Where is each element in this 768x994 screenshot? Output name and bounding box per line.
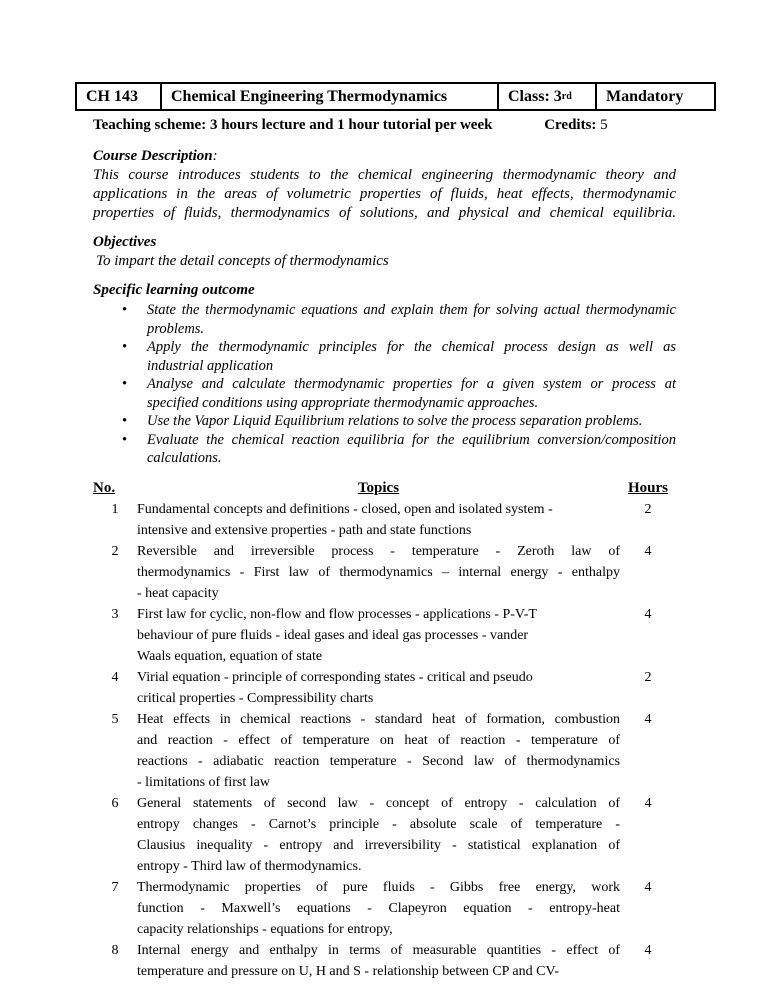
text-line: - heat capacity <box>137 585 219 601</box>
row-number: 8 <box>111 942 119 958</box>
bullet-text <box>147 375 676 412</box>
row-number: 5 <box>111 711 119 727</box>
table-row <box>93 940 676 982</box>
bullet-text <box>147 301 676 338</box>
text-line: This course introduces students to the chemical engineering thermodynamic theory and <box>93 167 676 183</box>
table-row <box>93 877 676 940</box>
row-hours: 4 <box>644 942 652 958</box>
text-line: Virial equation - principle of corresponding states - critical and pseudo <box>137 669 533 685</box>
course-class: Class: 3 <box>508 87 562 105</box>
text-line: specified conditions using appropriate thermodynamic approaches. <box>147 394 539 411</box>
text-line: behaviour of pure fluids - ideal gases and ideal gas processes - vander <box>137 627 529 643</box>
header-topics-text: Topics <box>357 479 400 496</box>
learning-outcome-bullet <box>93 301 676 338</box>
row-topic <box>137 541 620 604</box>
bullet-icon: • <box>122 302 128 318</box>
bullet-icon: • <box>122 376 128 392</box>
course-category: Mandatory <box>606 87 684 105</box>
row-hours: 4 <box>644 711 652 727</box>
text-line: thermodynamics - First law of thermodynamics – internal energy - enthalpy <box>137 564 620 580</box>
bullet-icon: • <box>122 413 128 429</box>
text-line: critical properties - Compressibility charts <box>137 690 374 706</box>
spacer <box>93 223 676 233</box>
learning-outcome-bullet <box>93 338 676 375</box>
text-line: applications in the areas of volumetric properties of fluids, heat effects, thermodynamic <box>93 186 676 202</box>
course-description-heading <box>93 147 676 166</box>
learning-outcome-bullet <box>93 375 676 412</box>
credits-label: Credits: <box>544 117 597 133</box>
text-line: capacity relationships - equations for entropy, <box>137 921 393 937</box>
table-row <box>93 793 676 877</box>
topics-table <box>93 478 676 982</box>
teaching-scheme-line <box>93 116 676 135</box>
learning-outcome-bullet <box>93 412 676 431</box>
row-number: 6 <box>111 795 119 811</box>
table-row <box>93 541 676 604</box>
table-row <box>93 499 676 541</box>
text-line: General statements of second law - concept of entropy - calculation of <box>137 795 620 811</box>
text-line: intensive and extensive properties - path and state functions <box>137 522 472 538</box>
bullet-text <box>147 338 676 375</box>
course-category-cell <box>597 84 714 109</box>
row-hours: 2 <box>644 501 652 517</box>
row-topic <box>137 667 620 709</box>
course-header-table <box>75 82 716 111</box>
table-row <box>93 667 676 709</box>
row-topic <box>137 793 620 877</box>
header-no: No. <box>93 479 116 496</box>
text-line: entropy - Third law of thermodynamics. <box>137 858 362 874</box>
topics-table-header <box>93 478 676 499</box>
text-line: Thermodynamic properties of pure fluids - Gibbs free energy, work <box>137 879 620 895</box>
course-title: Chemical Engineering Thermodynamics <box>171 87 448 105</box>
course-description-heading-text: Course Description <box>93 148 213 164</box>
bullet-icon: • <box>122 431 128 448</box>
row-number: 7 <box>111 879 119 895</box>
learning-outcome-list <box>93 301 676 468</box>
table-row <box>93 709 676 793</box>
text-line: Internal energy and enthalpy in terms of measurable quantities - effect of <box>137 942 620 958</box>
text-line: - limitations of first law <box>137 774 270 790</box>
row-number: 3 <box>111 606 119 622</box>
table-row <box>93 604 676 667</box>
text-line: properties of fluids, thermodynamics of solutions, and physical and chemical equilibria. <box>93 205 676 221</box>
row-topic <box>137 499 620 541</box>
row-number: 1 <box>111 501 119 517</box>
text-line: Evaluate the chemical reaction equilibria for the equilibrium conversion/composition <box>147 431 676 448</box>
course-class-cell: Class: 3 rd <box>499 84 597 109</box>
header-topics <box>137 478 620 499</box>
text-line: Fundamental concepts and definitions - closed, open and isolated system - <box>137 501 553 517</box>
course-code-cell <box>77 84 162 109</box>
objectives-body: To impart the detail concepts of thermodynamics <box>96 253 389 269</box>
text-line: industrial application <box>147 357 274 374</box>
row-hours: 4 <box>644 879 652 895</box>
bullet-text <box>147 412 676 431</box>
text-line: Waals equation, equation of state <box>137 648 323 664</box>
course-description-colon: : <box>212 148 218 164</box>
teaching-scheme-text: Teaching scheme: 3 hours lecture and 1 hour tutorial per week <box>93 117 493 133</box>
document-body <box>93 116 676 982</box>
spacer <box>93 271 676 281</box>
text-line: Clausius inequality - entropy and irreversibility - statistical explanation of <box>137 837 620 853</box>
text-line: Use the Vapor Liquid Equilibrium relations to solve the process separation problems. <box>147 413 643 429</box>
text-line: function - Maxwell’s equations - Clapeyron equation - entropy-heat <box>137 900 620 916</box>
row-topic <box>137 940 620 982</box>
row-hours: 4 <box>644 543 652 559</box>
topics-table-body <box>93 499 676 982</box>
text-line: temperature and pressure on U, H and S - relationship between CP and CV- <box>137 963 559 979</box>
row-topic <box>137 709 620 793</box>
text-line: entropy changes - Carnot’s principle - absolute scale of temperature - <box>137 816 620 832</box>
text-line: problems. <box>147 320 205 337</box>
course-code: CH 143 <box>86 87 138 105</box>
learning-outcome-bullet <box>93 431 676 468</box>
row-hours: 4 <box>644 795 652 811</box>
row-number: 2 <box>111 543 119 559</box>
bullet-text <box>147 431 676 468</box>
text-line: Analyse and calculate thermodynamic properties for a given system or process at <box>147 376 676 392</box>
text-line: State the thermodynamic equations and explain them for solving actual thermodynamic <box>147 302 676 318</box>
row-hours: 4 <box>644 606 652 622</box>
bullet-icon: • <box>122 339 128 355</box>
row-hours: 2 <box>644 669 652 685</box>
course-title-cell <box>162 84 499 109</box>
text-line: Apply the thermodynamic principles for the chemical process design as well as <box>147 339 676 355</box>
course-description-body <box>93 166 676 223</box>
learning-outcome-heading: Specific learning outcome <box>93 282 255 298</box>
text-line: First law for cyclic, non-flow and flow processes - applications - P-V-T <box>137 606 537 622</box>
text-line: reactions - adiabatic reaction temperature - Second law of thermodynamics <box>137 753 620 769</box>
text-line: calculations. <box>147 450 222 466</box>
row-number: 4 <box>111 669 119 685</box>
credits-value: 5 <box>600 117 608 133</box>
objectives-heading: Objectives <box>93 234 157 250</box>
header-hours: Hours <box>627 479 668 496</box>
text-line: Heat effects in chemical reactions - standard heat of formation, combustion <box>137 711 620 727</box>
text-line: Reversible and irreversible process - temperature - Zeroth law of <box>137 543 620 559</box>
row-topic <box>137 877 620 940</box>
row-topic <box>137 604 620 667</box>
text-line: and reaction - effect of temperature on heat of reaction - temperature of <box>137 732 620 748</box>
